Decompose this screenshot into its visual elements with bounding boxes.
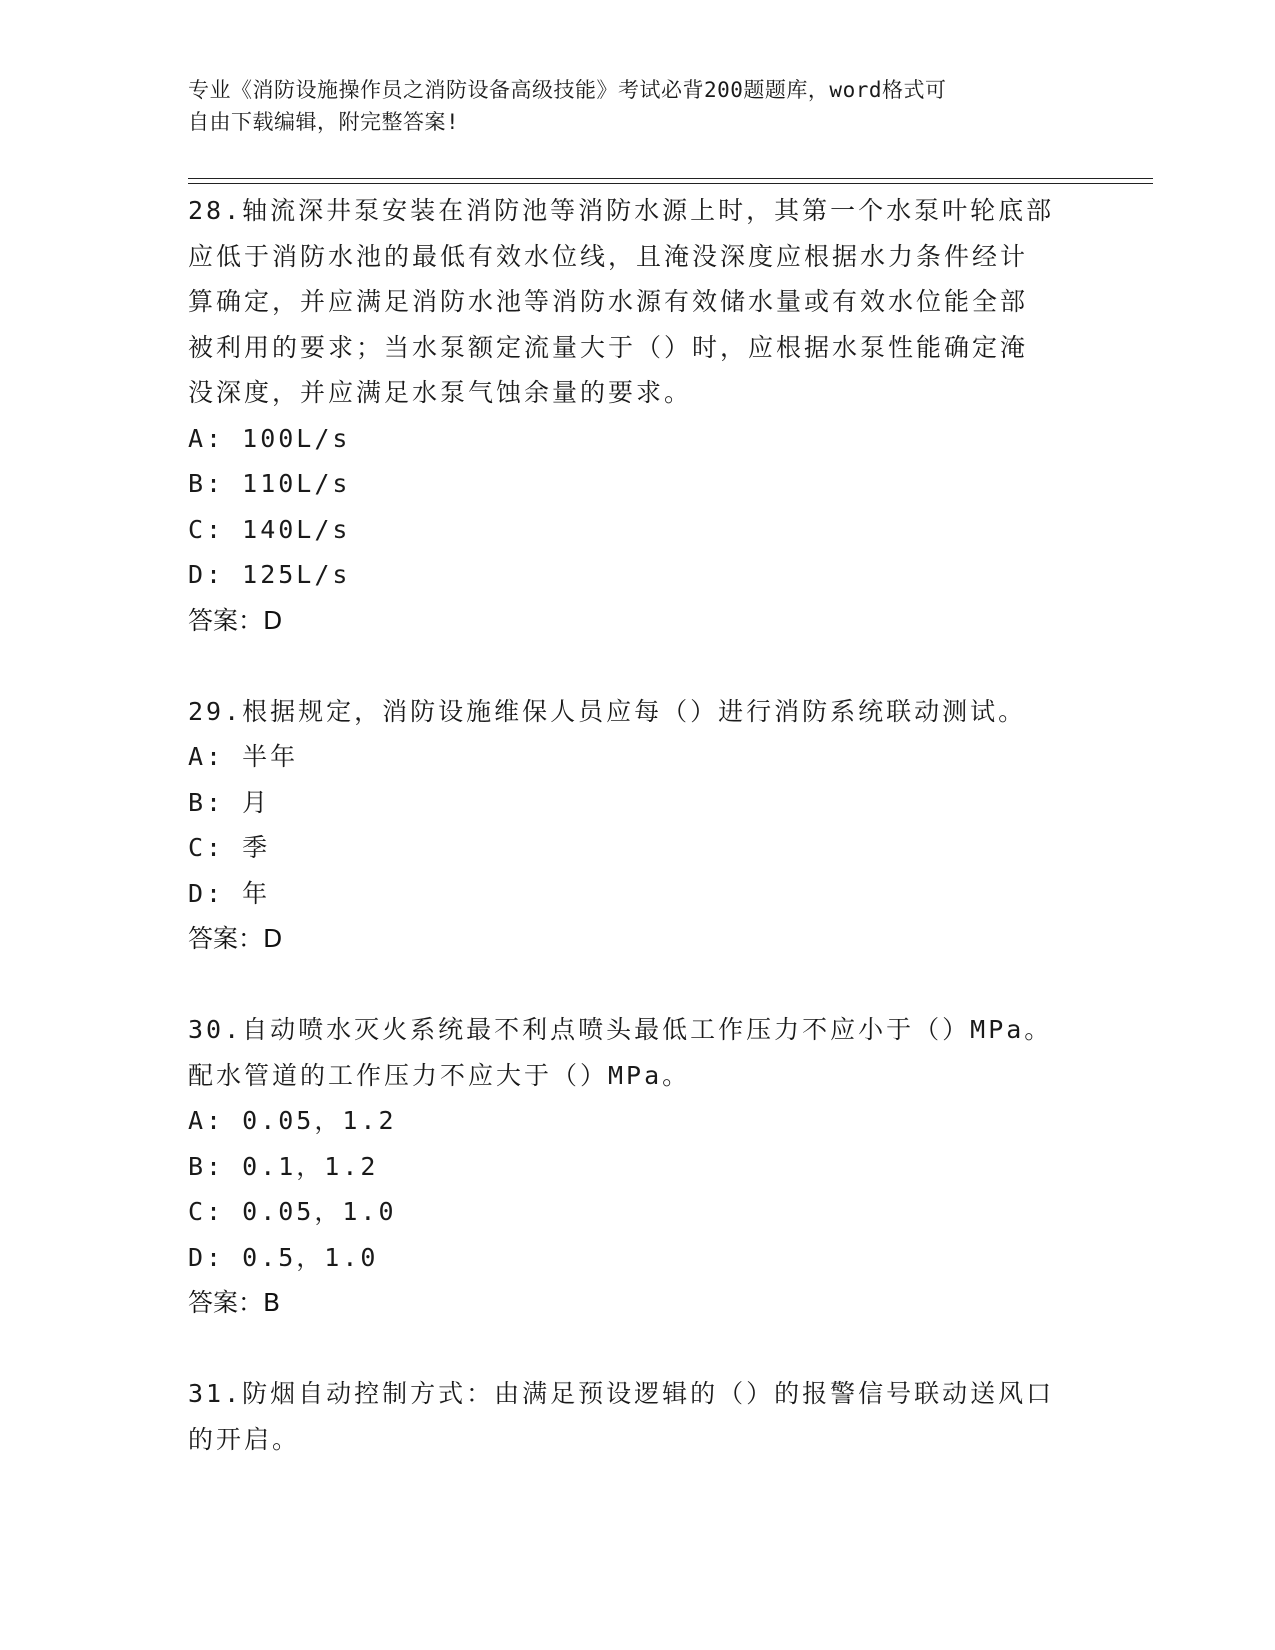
question-spacer [188,1326,1088,1372]
option-b: B: 110L/s [188,469,351,498]
header-line-1: 专业《消防设施操作员之消防设备高级技能》考试必背200题题库，word格式可 [188,78,947,102]
question-29 [188,689,1088,962]
option-b: B: 0.1，1.2 [188,1151,379,1181]
question-28 [188,188,1088,643]
question-spacer [188,643,1088,689]
header-divider-top [188,178,1153,179]
question-list [188,188,1088,1462]
question-text-line: 30.自动喷水灭火系统最不利点喷头最低工作压力不应小于（）MPa。 [188,1015,1053,1044]
option-a: A: 100L/s [188,423,351,453]
question-text-line: 31.防烟自动控制方式：由满足预设逻辑的（）的报警信号联动送风口 [188,1379,1055,1408]
question-30 [188,1007,1088,1326]
option-d: D: 125L/s [188,560,351,589]
question-text-line: 被利用的要求；当水泵额定流量大于（）时，应根据水泵性能确定淹 [188,332,1029,362]
header-line-2: 自由下载编辑，附完整答案! [188,110,460,134]
answer-line: 答案：D [188,924,283,953]
option-a: A: 0.05，1.2 [188,1106,397,1135]
question-text-line: 29.根据规定，消防设施维保人员应每（）进行消防系统联动测试。 [188,696,1027,726]
answer-line: 答案：B [188,1288,281,1317]
option-b: B: 月 [188,787,271,817]
option-a: A: 半年 [188,742,299,771]
answer-line: 答案：D [188,605,283,635]
option-c: C: 0.05，1.0 [188,1197,397,1226]
option-c: C: 季 [188,833,271,862]
question-31 [188,1371,1088,1462]
document-header [188,74,1068,138]
option-d: D: 年 [188,878,271,908]
question-text-line: 配水管道的工作压力不应大于（）MPa。 [188,1060,691,1090]
question-text-line: 28.轴流深井泵安装在消防池等消防水源上时，其第一个水泵叶轮底部 [188,196,1055,225]
question-text-line: 的开启。 [188,1424,301,1454]
header-divider-bottom [188,183,1153,184]
option-c: C: 140L/s [188,514,351,544]
question-text-line: 没深度，并应满足水泵气蚀余量的要求。 [188,378,693,407]
question-text-line: 应低于消防水池的最低有效水位线，且淹没深度应根据水力条件经计 [188,241,1029,271]
option-d: D: 0.5，1.0 [188,1242,379,1272]
question-spacer [188,962,1088,1008]
question-text-line: 算确定，并应满足消防水池等消防水源有效储水量或有效水位能全部 [188,287,1029,316]
